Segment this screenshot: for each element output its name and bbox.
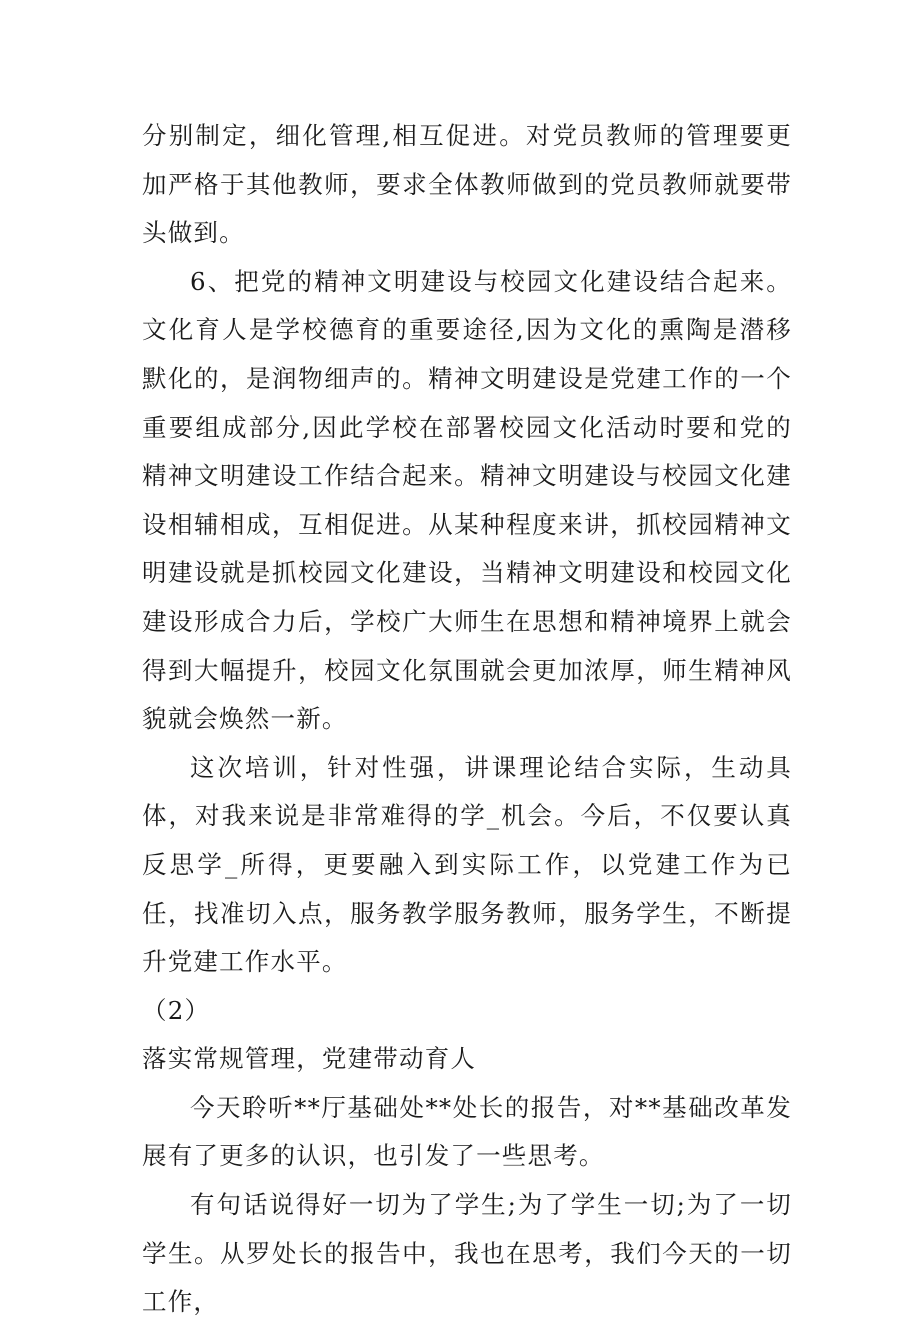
paragraph-spiritual-civilization: 6、把党的精神文明建设与校园文化建设结合起来。文化育人是学校德育的重要途径,因为文化的熏陶是潜移默化的，是润物细声的。精神文明建设是党建工作的一个重要组成部分,因此学校在部署校园文化活动时要和党的精神文明建设工作结合起来。精神文明建设与校园文化建设相辅相成，互相促进。从某种程度来讲，抓校园精神文明建设就是抓校园文化建设，当精神文明建设和校园文化建设形成合力后，学校广大师生在思想和精神境界上就会得到大幅提升，校园文化氛围就会更加浓厚，师生精神风貌就会焕然一新。	[142, 266, 792, 734]
paragraph-management: 分别制定，细化管理,相互促进。对党员教师的管理要更加严格于其他教师，要求全体教师做到的党员教师就要带头做到。	[142, 121, 792, 248]
section-title: 落实常规管理，党建带动育人	[142, 1044, 477, 1074]
paragraph-report-intro: 今天聆听**厅基础处**处长的报告，对**基础改革发展有了更多的认识，也引发了一些思考。	[142, 1092, 792, 1171]
section-number: （2）	[142, 995, 211, 1025]
document-body	[142, 112, 792, 1327]
paragraph-training-reflection: 这次培训，针对性强，讲课理论结合实际，生动具体，对我来说是非常难得的学_机会。今后，不仅要认真反思学_所得，更要融入到实际工作，以党建工作为已任，找准切入点，服务教学服务教师，服务学生，不断提升党建工作水平。	[142, 752, 792, 977]
paragraph-for-students: 有句话说得好一切为了学生;为了学生一切;为了一切学生。从罗处长的报告中，我也在思考，我们今天的一切工作，	[142, 1190, 792, 1317]
